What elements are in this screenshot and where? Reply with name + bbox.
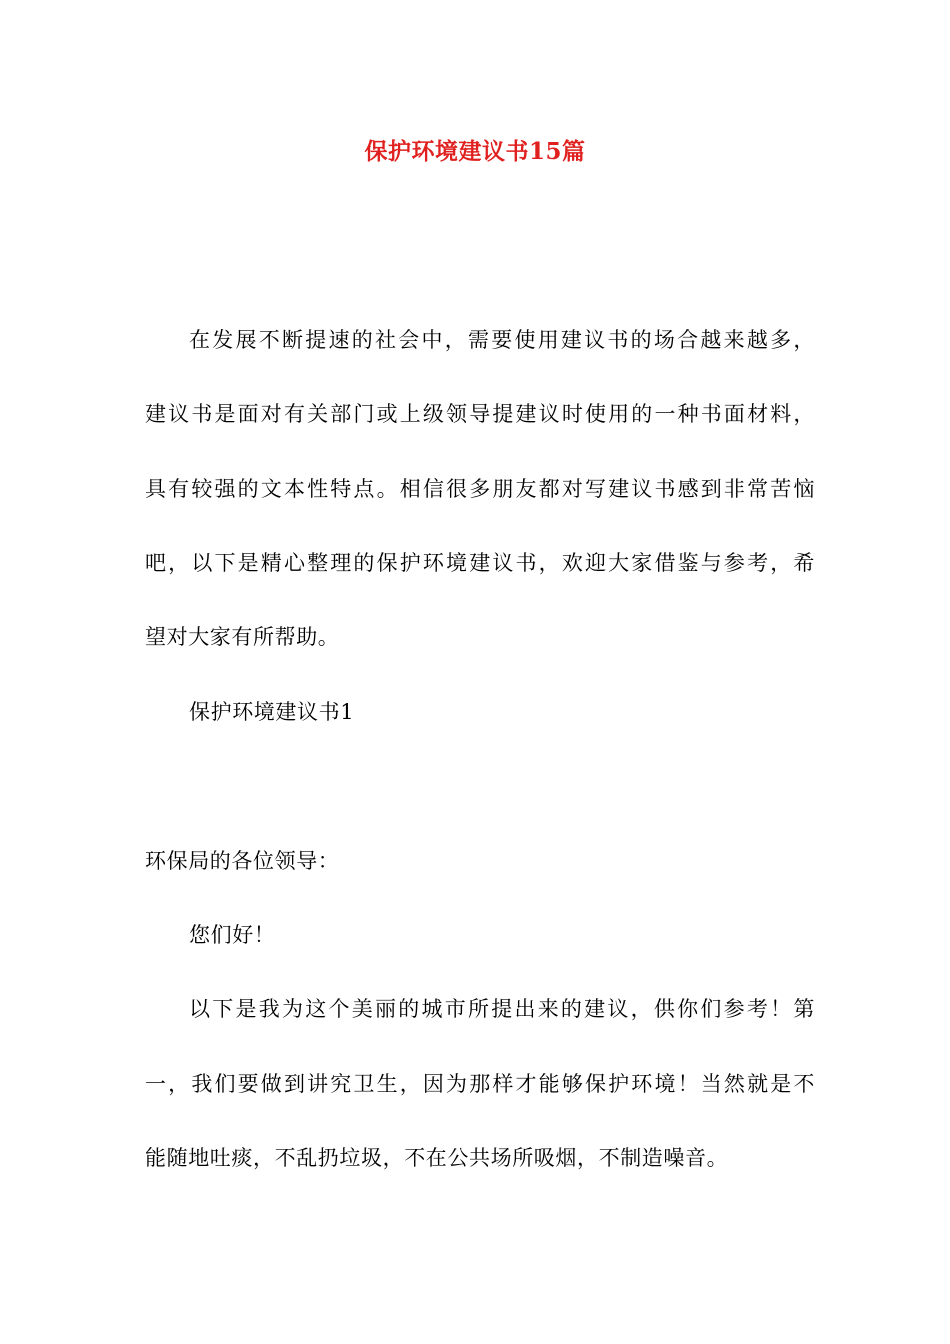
body-line-1: 以下是我为这个美丽的城市所提出来的建议，供你们参考！第 bbox=[189, 997, 815, 1021]
greeting: 您们好！ bbox=[189, 923, 276, 947]
body-line-3: 能随地吐痰，不乱扔垃圾，不在公共场所吸烟，不制造噪音。 bbox=[145, 1146, 729, 1170]
intro-line-4: 吧，以下是精心整理的保护环境建议书，欢迎大家借鉴与参考，希 bbox=[145, 551, 815, 575]
body-line-2: 一，我们要做到讲究卫生，因为那样才能够保护环境！当然就是不 bbox=[145, 1072, 815, 1096]
intro-line-1: 在发展不断提速的社会中，需要使用建议书的场合越来越多， bbox=[189, 328, 815, 352]
document-title: 保护环境建议书15篇 bbox=[364, 138, 586, 165]
intro-line-2: 建议书是面对有关部门或上级领导提建议时使用的一种书面材料， bbox=[145, 402, 815, 426]
section-heading: 保护环境建议书1 bbox=[189, 700, 355, 724]
intro-line-3: 具有较强的文本性特点。相信很多朋友都对写建议书感到非常苦恼 bbox=[145, 477, 815, 501]
salutation: 环保局的各位领导： bbox=[145, 849, 340, 873]
intro-line-5: 望对大家有所帮助。 bbox=[145, 625, 340, 649]
